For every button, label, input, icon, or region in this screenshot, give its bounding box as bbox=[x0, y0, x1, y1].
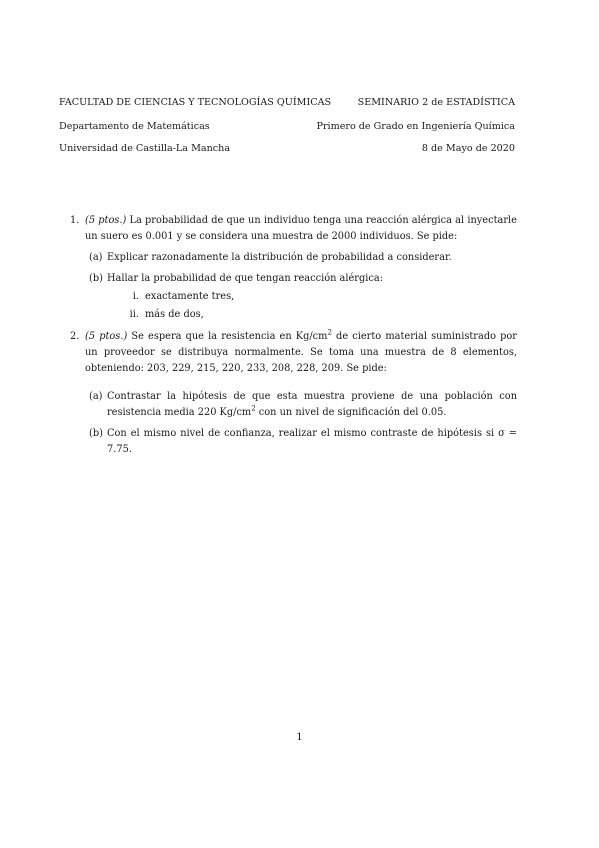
problem-2-part-b bbox=[85, 426, 517, 458]
exam-date: 8 de Mayo de 2020 bbox=[421, 143, 515, 154]
part-text-end: con un nivel de significación del 0.05. bbox=[255, 407, 447, 418]
university-name: Universidad de Castilla-La Mancha bbox=[59, 143, 231, 154]
part-text-start: Contrastar la hipótesis de que esta muestra proviene de una población con resistencia media 220 Kg/cm bbox=[107, 391, 517, 418]
part-text: Con el mismo nivel de confianza, realizar el mismo contraste de hipótesis si σ = 7.75. bbox=[107, 428, 517, 455]
problem-list bbox=[70, 213, 517, 464]
problem-number: 1. bbox=[70, 215, 80, 226]
problem-2 bbox=[70, 329, 517, 458]
subpart-text: más de dos, bbox=[145, 309, 204, 320]
subpart-label: i. bbox=[132, 291, 139, 302]
page-number: 1 bbox=[296, 732, 303, 743]
part-text: Explicar razonadamente la distribución de probabilidad a considerar. bbox=[107, 252, 452, 263]
part-label: (b) bbox=[89, 428, 103, 439]
unit-exponent: 2 bbox=[327, 328, 332, 337]
part-label: (a) bbox=[89, 252, 103, 263]
problem-text: La probabilidad de que un individuo tenga una reacción alérgica al inyectarle un suero es 0.001 y se considera una muestra de 2000 individuos. Se pide: bbox=[85, 215, 517, 242]
course-name: Primero de Grado en Ingeniería Química bbox=[316, 121, 515, 132]
part-text: Hallar la probabilidad de que tengan reacción alérgica: bbox=[107, 273, 384, 284]
subpart-i bbox=[107, 289, 517, 305]
problem-1-part-a bbox=[85, 250, 517, 266]
problem-number: 2. bbox=[70, 331, 80, 342]
problem-points: (5 ptos.) bbox=[85, 331, 128, 342]
problem-points: (5 ptos.) bbox=[85, 215, 127, 226]
department-name: Departamento de Matemáticas bbox=[59, 121, 210, 132]
unit-exponent: 2 bbox=[251, 404, 256, 413]
problem-text-end: de cierto material suministrado por un proveedor se distribuya normalmente. Se toma una muestra de 8 elementos, obteniendo: 203, 229, 215, 220, 233, 208, 228, 209. Se pide: bbox=[85, 331, 517, 374]
part-label: (a) bbox=[89, 391, 103, 402]
problem-statement bbox=[85, 329, 517, 377]
problem-1 bbox=[70, 213, 517, 323]
header-row-3 bbox=[59, 143, 515, 155]
problem-2-part-a bbox=[85, 389, 517, 421]
problem-statement bbox=[85, 213, 517, 245]
problem-1-part-b bbox=[85, 271, 517, 323]
subpart-text: exactamente tres, bbox=[145, 291, 235, 302]
part-label: (b) bbox=[89, 273, 103, 284]
faculty-name: FACULTAD DE CIENCIAS Y TECNOLOGÍAS QUÍMICAS bbox=[59, 97, 332, 108]
subpart-ii bbox=[107, 307, 517, 323]
problem-text-start: Se espera que la resistencia en Kg/cm bbox=[131, 331, 328, 342]
header-row-1 bbox=[59, 97, 515, 109]
subpart-label: ii. bbox=[129, 309, 139, 320]
header-row-2 bbox=[59, 121, 515, 133]
seminar-title: SEMINARIO 2 de ESTADÍSTICA bbox=[357, 97, 515, 108]
